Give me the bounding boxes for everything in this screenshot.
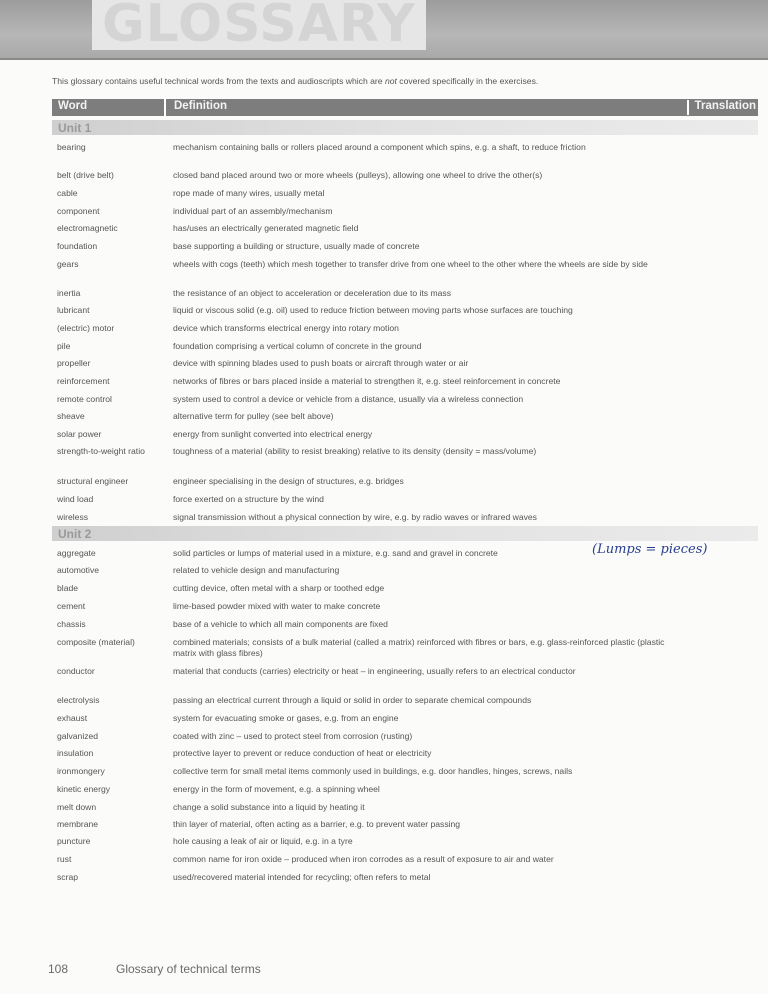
glossary-term: membrane: [57, 819, 99, 829]
glossary-term: propeller: [57, 358, 91, 368]
glossary-definition: collective term for small metal items commonly used in buildings, e.g. door handles, hinges, screws, nails: [173, 766, 573, 776]
glossary-term: remote control: [57, 394, 112, 404]
glossary-definition: has/uses an electrically generated magnetic field: [173, 223, 359, 233]
glossary-term: wireless: [57, 512, 89, 522]
glossary-term: rust: [57, 854, 72, 864]
glossary-definition: device with spinning blades used to push boats or aircraft through water or air: [173, 358, 469, 368]
glossary-definition: the resistance of an object to acceleration or deceleration due to its mass: [173, 288, 452, 298]
glossary-term: exhaust: [57, 713, 88, 723]
glossary-term: wind load: [57, 494, 94, 504]
glossary-term: insulation: [57, 748, 94, 758]
glossary-definition: force exerted on a structure by the wind: [173, 494, 324, 504]
glossary-term: blade: [57, 583, 79, 593]
glossary-definition: mechanism containing balls or rollers placed around a component which spins, e.g. a shaft, to reduce friction: [173, 142, 586, 152]
glossary-definition: related to vehicle design and manufacturing: [173, 565, 340, 575]
glossary-definition: solid particles or lumps of material used in a mixture, e.g. sand and gravel in concrete: [173, 548, 498, 558]
header-word: Word: [58, 100, 88, 112]
glossary-definition: closed band placed around two or more wheels (pulleys), allowing one wheel to drive the other(s): [173, 170, 543, 180]
glossary-term: ironmongery: [57, 766, 105, 776]
page-title: GLOSSARY: [92, 0, 426, 50]
glossary-term: bearing: [57, 142, 86, 152]
glossary-definition: protective layer to prevent or reduce conduction of heat or electricity: [173, 748, 432, 758]
glossary-term: component: [57, 206, 100, 216]
glossary-definition: liquid or viscous solid (e.g. oil) used to reduce friction between moving parts whose surfaces are touching: [173, 305, 573, 315]
glossary-term: automotive: [57, 565, 100, 575]
glossary-term: composite (material): [57, 637, 135, 647]
glossary-definition: engineer specialising in the design of structures, e.g. bridges: [173, 476, 404, 486]
glossary-term: conductor: [57, 666, 95, 676]
glossary-term: puncture: [57, 836, 91, 846]
glossary-definition: system for evacuating smoke or gases, e.g. from an engine: [173, 713, 399, 723]
glossary-definition: networks of fibres or bars placed inside a material to strengthen it, e.g. steel reinforcement in concrete: [173, 376, 561, 386]
glossary-term: cable: [57, 188, 78, 198]
glossary-term: structural engineer: [57, 476, 129, 486]
glossary-definition: alternative term for pulley (see belt above): [173, 411, 334, 421]
glossary-definition: cutting device, often metal with a sharp or toothed edge: [173, 583, 385, 593]
glossary-definition: base supporting a building or structure, usually made of concrete: [173, 241, 420, 251]
glossary-definition: toughness of a material (ability to resist breaking) relative to its density (density = mass/volume): [173, 446, 537, 456]
header-definition: Definition: [174, 100, 228, 112]
glossary-term: strength-to-weight ratio: [57, 446, 145, 456]
unit-heading: [52, 120, 758, 135]
glossary-definition: signal transmission without a physical connection by wire, e.g. by radio waves or infrared waves: [173, 512, 537, 522]
handwritten-note: (Lumps = pieces): [592, 542, 708, 557]
glossary-term: melt down: [57, 802, 97, 812]
glossary-definition: passing an electrical current through a liquid or solid in order to separate chemical compounds: [173, 695, 532, 705]
page-banner: [0, 0, 768, 60]
glossary-term: belt (drive belt): [57, 170, 114, 180]
glossary-definition: combined materials; consists of a bulk material (called a matrix) reinforced with fibres or bars, e.g. glass-reinforced plastic (plastic matrix with glass fibres): [173, 637, 665, 658]
glossary-term: cement: [57, 601, 86, 611]
glossary-term: electrolysis: [57, 695, 100, 705]
page-number: 108: [48, 962, 69, 976]
glossary-definition: material that conducts (carries) electricity or heat – in engineering, usually refers to an electrical conductor: [173, 666, 576, 676]
glossary-definition: individual part of an assembly/mechanism: [173, 206, 333, 216]
glossary-term: lubricant: [57, 305, 90, 315]
glossary-term: pile: [57, 341, 71, 351]
glossary-term: galvanized: [57, 731, 99, 741]
intro-text: [52, 76, 762, 86]
glossary-term: sheave: [57, 411, 85, 421]
glossary-term: solar power: [57, 429, 102, 439]
unit-label: Unit 1: [58, 121, 92, 135]
glossary-definition: base of a vehicle to which all main components are fixed: [173, 619, 388, 629]
header-translation: Translation: [687, 100, 756, 115]
unit-heading: [52, 526, 758, 541]
glossary-term: aggregate: [57, 548, 96, 558]
glossary-term: scrap: [57, 872, 79, 882]
glossary-definition: rope made of many wires, usually metal: [173, 188, 325, 198]
intro-after: covered specifically in the exercises.: [396, 76, 539, 86]
glossary-term: (electric) motor: [57, 323, 115, 333]
intro-before: This glossary contains useful technical words from the texts and audioscripts which are: [52, 76, 385, 86]
glossary-definition: change a solid substance into a liquid by heating it: [173, 802, 365, 812]
intro-emphasis: not: [384, 76, 397, 86]
glossary-definition: hole causing a leak of air or liquid, e.g. in a tyre: [173, 836, 353, 846]
glossary-term: foundation: [57, 241, 98, 251]
glossary-definition: used/recovered material intended for recycling; often refers to metal: [173, 872, 431, 882]
glossary-term: electromagnetic: [57, 223, 118, 233]
glossary-definition: common name for iron oxide – produced when iron corrodes as a result of exposure to air and water: [173, 854, 554, 864]
glossary-definition: thin layer of material, often acting as a barrier, e.g. to prevent water passing: [173, 819, 461, 829]
glossary-definition: lime-based powder mixed with water to make concrete: [173, 601, 381, 611]
glossary-term: inertia: [57, 288, 81, 298]
glossary-definition: wheels with cogs (teeth) which mesh together to transfer drive from one wheel to the other where the wheels are side by side: [173, 259, 648, 269]
glossary-definition: energy in the form of movement, e.g. a spinning wheel: [173, 784, 380, 794]
glossary-term: chassis: [57, 619, 86, 629]
glossary-term: gears: [57, 259, 79, 269]
table-header: [52, 99, 758, 116]
glossary-definition: energy from sunlight converted into electrical energy: [173, 429, 373, 439]
glossary-definition: system used to control a device or vehicle from a distance, usually via a wireless connection: [173, 394, 524, 404]
glossary-term: reinforcement: [57, 376, 110, 386]
unit-label: Unit 2: [58, 527, 92, 541]
glossary-term: kinetic energy: [57, 784, 111, 794]
glossary-definition: device which transforms electrical energy into rotary motion: [173, 323, 399, 333]
glossary-definition: coated with zinc – used to protect steel from corrosion (rusting): [173, 731, 413, 741]
footer-title: Glossary of technical terms: [116, 962, 261, 976]
glossary-definition: foundation comprising a vertical column of concrete in the ground: [173, 341, 422, 351]
